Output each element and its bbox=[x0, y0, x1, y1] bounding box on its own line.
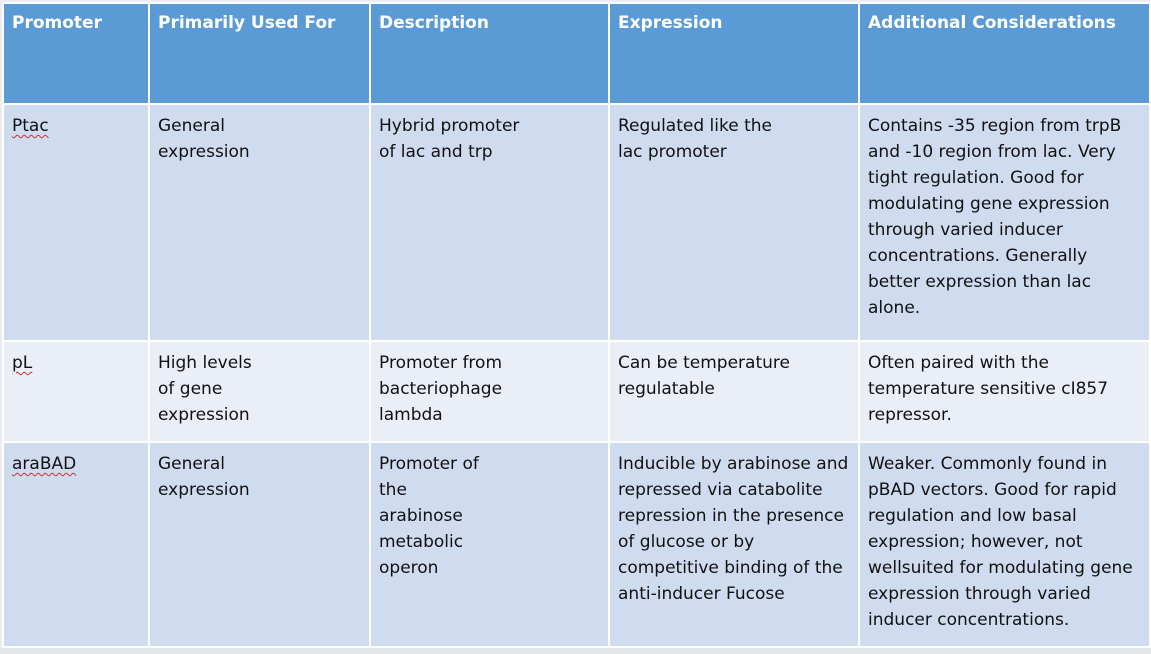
cell-description bbox=[370, 104, 609, 341]
header-primarily-used-for: Primarily Used For bbox=[149, 3, 370, 104]
cell-promoter bbox=[3, 341, 149, 442]
description-text: Promoter of the arabinose metabolic operon bbox=[379, 454, 479, 578]
header-description: Description bbox=[370, 3, 609, 104]
cell-description bbox=[370, 341, 609, 442]
cell-promoter bbox=[3, 442, 149, 647]
cell-considerations bbox=[859, 341, 1150, 442]
cell-considerations bbox=[859, 442, 1150, 647]
promoter-name: araBAD bbox=[12, 454, 77, 474]
used-for-text: General expression bbox=[158, 454, 250, 500]
description-text: Hybrid promoter of lac and trp bbox=[379, 116, 520, 162]
table-row bbox=[3, 341, 1150, 442]
considerations-text: Often paired with the temperature sensitive cI857 repressor. bbox=[868, 353, 1109, 425]
expression-text: Regulated like the lac promoter bbox=[618, 116, 772, 162]
promoter-name: Ptac bbox=[12, 116, 49, 136]
cell-considerations bbox=[859, 104, 1150, 341]
cell-used-for bbox=[149, 104, 370, 341]
promoter-name: pL bbox=[12, 353, 33, 373]
promoter-table bbox=[2, 2, 1151, 648]
header-row bbox=[3, 3, 1150, 104]
table-row bbox=[3, 442, 1150, 647]
considerations-text: Weaker. Commonly found in pBAD vectors. Good for rapid regulation and low basal expression; however, not wellsuited for modulating gene expression through varied inducer concentrations. bbox=[868, 454, 1133, 630]
expression-text: Inducible by arabinose and repressed via catabolite repression in the presence of glucose or by competitive binding of the anti-inducer Fucose bbox=[618, 454, 849, 604]
bottom-strip bbox=[0, 648, 1151, 654]
cell-expression bbox=[609, 104, 859, 341]
header-promoter: Promoter bbox=[3, 3, 149, 104]
considerations-text: Contains -35 region from trpB and -10 region from lac. Very tight regulation. Good for modulating gene expression through varied inducer concentrations. Generally better expression than lac alone. bbox=[868, 116, 1122, 318]
cell-description bbox=[370, 442, 609, 647]
cell-used-for bbox=[149, 442, 370, 647]
cell-expression bbox=[609, 442, 859, 647]
cell-used-for bbox=[149, 341, 370, 442]
description-text: Promoter from bacteriophage lambda bbox=[379, 353, 503, 425]
table-row bbox=[3, 104, 1150, 341]
used-for-text: High levels of gene expression bbox=[158, 353, 252, 425]
expression-text: Can be temperature regulatable bbox=[618, 353, 790, 399]
header-additional-considerations: Additional Considerations bbox=[859, 3, 1150, 104]
used-for-text: General expression bbox=[158, 116, 250, 162]
cell-expression bbox=[609, 341, 859, 442]
header-expression: Expression bbox=[609, 3, 859, 104]
cell-promoter bbox=[3, 104, 149, 341]
